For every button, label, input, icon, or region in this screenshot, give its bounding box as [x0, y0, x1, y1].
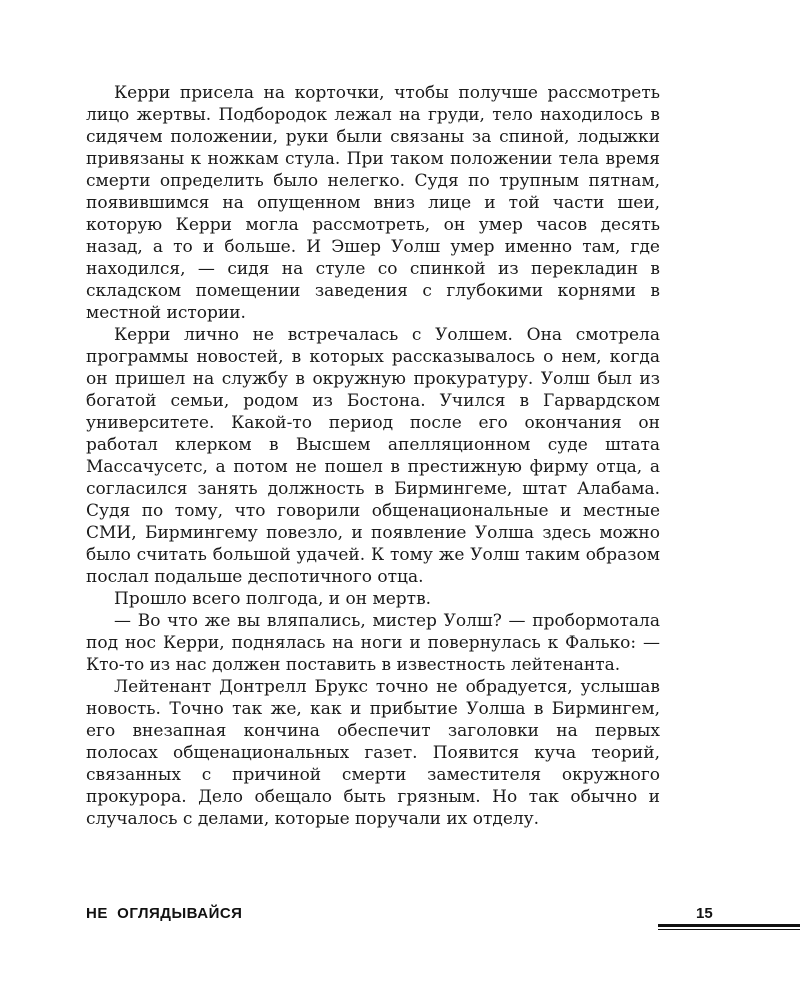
- page-number: 15: [696, 905, 713, 922]
- running-title: НЕ ОГЛЯДЫВАЙСЯ: [86, 905, 243, 922]
- footer-rule-thin: [658, 929, 800, 930]
- paragraph-1: Керри присела на корточки, чтобы получше рассмотреть лицо жертвы. Подбородок лежал на груди, тело находилось в сидячем положении, руки были связаны за спиной, лодыжки привязаны к ножкам стула. При таком положении тела время смерти определить было нелегко. Судя по трупным пятнам, появившимся на опущенном вниз лице и той части шеи, которую Керри могла рассмотреть, он умер часов десять назад, а то и больше. И Эшер Уолш умер именно там, где находился, — сидя на стуле со спинкой из перекладин в складском помещении заведения с глубокими корнями в местной истории.: [86, 83, 660, 323]
- footer-rule-thick: [658, 924, 800, 927]
- paragraph-2: Керри лично не встречалась с Уолшем. Она смотрела программы новостей, в которых рассказывалось о нем, когда он пришел на службу в окружную прокуратуру. Уолш был из богатой семьи, родом из Бостона. Учился в Гарвардском университете. Какой-то период после его окончания он работал клерком в Высшем апелляционном суде штата Массачусетс, а потом не пошел в престижную фирму отца, а согласился занять должность в Бирмингеме, штат Алабама. Судя по тому, что говорили общенациональные и местные СМИ, Бирмингему повезло, и появление Уолша здесь можно было считать большой удачей. К тому же Уолш таким образом послал подальше деспотичного отца.: [86, 325, 660, 587]
- page-footer: [86, 905, 800, 935]
- paragraph-5: Лейтенант Донтрелл Брукс точно не обрадуется, услышав новость. Точно так же, как и прибытие Уолша в Бирмингем, его внезапная кончина обеспечит заголовки на первых полосах общенациональных газет. Появится куча теорий, связанных с причиной смерти заместителя окружного прокурора. Дело обещало быть грязным. Но так обычно и случалось с делами, которые поручали их отделу.: [86, 677, 660, 829]
- paragraph-4: — Во что же вы вляпались, мистер Уолш? — пробормотала под нос Керри, поднялась на ноги и повернулась к Фалько: — Кто-то из нас должен поставить в известность лейтенанта.: [86, 611, 660, 675]
- paragraph-3: Прошло всего полгода, и он мертв.: [114, 589, 432, 609]
- body-text: [86, 82, 660, 830]
